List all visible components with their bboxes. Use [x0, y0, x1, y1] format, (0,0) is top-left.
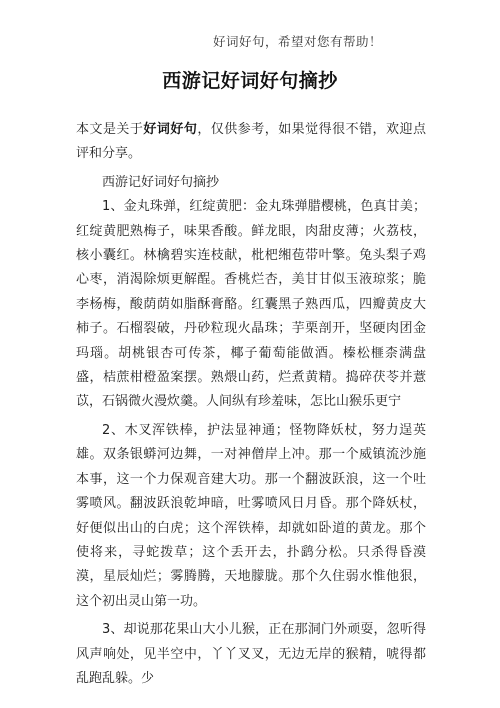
paragraph-2: 2、木叉浑铁棒，护法显神通；怪物降妖杖，努力逞英雄。双条银蟒河边舞，一对神僧岸上冲。那一个威镇流沙施本事，这一个力保观音建大功。那一个翻波跃浪，这一个吐雾喷风。翻波跃浪乾坤暗，吐雾喷风日月昏。那个降妖杖，好便似出山的白虎；这个浑铁棒，却就如卧道的黄龙。那个使将来，寻蛇拨草；这个丢开去，扑鹞分松。只杀得昏漠漠，星辰灿烂；雾腾腾，天地朦胧。那个久住弱水惟他狠，这个初出灵山第一功。: [76, 422, 426, 609]
paragraph-3: 3、却说那花果山大小儿猴，正在那洞门外顽耍，忽听得风声响处，见半空中，丫丫叉叉，无边无岸的猴精，唬得都乱跑乱躲。少: [76, 622, 426, 686]
document-title: 西游记好词好句摘抄: [162, 70, 338, 92]
intro-suffix: ，仅供参考，如果觉得很不错，欢迎点评和分享。: [76, 122, 426, 162]
intro-prefix: 本文是关于: [76, 122, 144, 137]
header-note: 好词好句，希望对您有帮助！: [212, 34, 382, 49]
document-body: [76, 118, 426, 691]
intro-paragraph: [76, 118, 426, 167]
intro-keyword: 好词好句: [143, 122, 198, 137]
paragraph-1: 1、金丸珠弹，红绽黄肥：金丸珠弹腊樱桃，色真甘美；红绽黄肥熟梅子，味果香酸。鲜龙眼，肉甜皮薄；火荔枝，核小囊红。林檎碧实连枝献，枇杷缃苞带叶擎。兔头梨子鸡心枣，消渴除烦更解酲。香桃烂杏，美甘甘似玉液琼浆；脆李杨梅，酸荫荫如脂酥膏酪。红囊黑子熟西瓜，四瓣黄皮大柿子。石榴裂破，丹砂粒现火晶珠；芋栗剖开，坚硬肉团金玛瑙。胡桃银杏可传茶，椰子葡萄能做酒。榛松榧柰满盘盛，桔蔗柑橙盈案摆。熟煨山药，烂煮黄精。捣碎茯苓并薏苡，石锅微火漫炊羹。人间纵有珍羞味，怎比山猴乐更宁: [76, 199, 426, 410]
section-subtitle: 西游记好词好句摘抄: [102, 174, 220, 190]
